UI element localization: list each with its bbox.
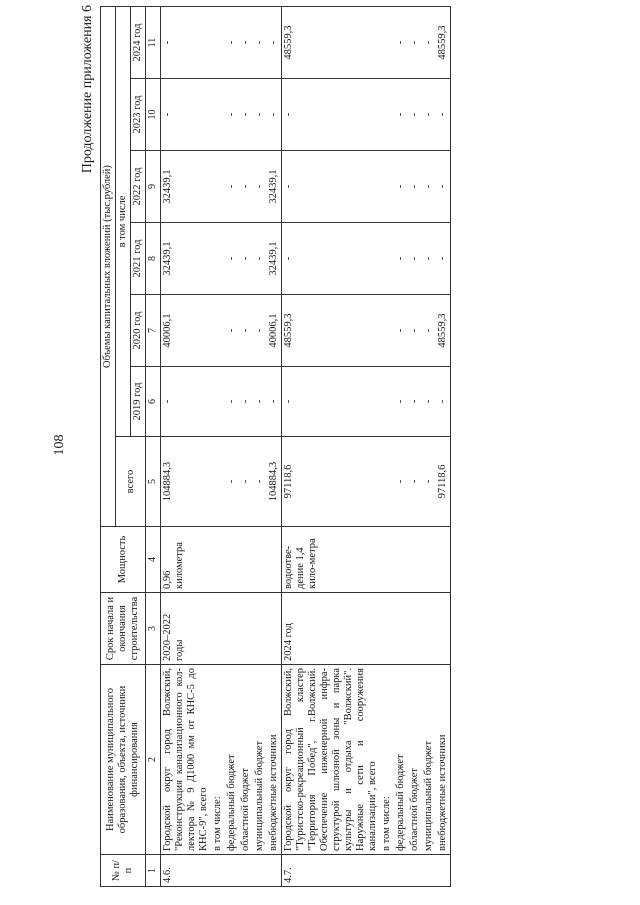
funding-source-value: -	[253, 367, 267, 437]
funding-source-value: -	[239, 223, 253, 295]
funding-source-label: внебюджетные источники	[267, 665, 282, 855]
column-number: 6	[146, 367, 161, 437]
funding-source-value: -	[239, 7, 253, 79]
funding-source-value: -	[408, 223, 422, 295]
funding-source-value: -	[225, 295, 239, 367]
header-num: № п/п	[101, 855, 146, 887]
object-total-value: 40006,1	[161, 295, 212, 367]
column-number: 7	[146, 295, 161, 367]
appendix-continuation-note: Продолжение приложения 6	[80, 5, 95, 174]
object-total-value: 32439,1	[161, 151, 212, 223]
object-total-value: 48559,3	[282, 295, 381, 367]
object-total-value: 104884,3	[161, 437, 212, 527]
funding-source-label: областной бюджет	[408, 665, 422, 855]
funding-source-value: 48559,3	[436, 295, 451, 367]
object-total-value: -	[282, 79, 381, 151]
funding-source-row	[408, 7, 422, 887]
funding-source-value	[211, 223, 225, 295]
funding-source-value: -	[436, 367, 451, 437]
funding-source-value	[380, 79, 394, 151]
column-number: 3	[146, 593, 161, 665]
column-number: 4	[146, 527, 161, 593]
funding-source-value: -	[253, 437, 267, 527]
column-number: 11	[146, 7, 161, 79]
funding-source-value: -	[408, 7, 422, 79]
funding-source-value: -	[239, 151, 253, 223]
funding-source-row	[267, 7, 282, 887]
object-total-value: -	[161, 7, 212, 79]
funding-source-value: -	[267, 79, 282, 151]
funding-source-value: -	[225, 79, 239, 151]
column-number: 9	[146, 151, 161, 223]
funding-source-row	[380, 7, 394, 887]
funding-source-value: -	[267, 367, 282, 437]
header-total: всего	[116, 437, 146, 527]
funding-source-value	[211, 437, 225, 527]
funding-source-value	[380, 367, 394, 437]
funding-source-value: -	[267, 7, 282, 79]
header-volume-group: Объемы капитальных вложений (тыс.рублей)	[101, 7, 116, 527]
funding-source-value: -	[394, 79, 408, 151]
object-name: Городской округ город Волжский, "Туристско-рекреационный кластер "Территория Побед", г.Волжский. Обеспечение инженерной инфра-структурой шлюзной зоны и парка культуры и отдыха "Волжский". Наружные сети и сооружения канализации", всего	[282, 665, 381, 855]
funding-source-value: -	[394, 151, 408, 223]
header-year: 2021 год	[131, 223, 146, 295]
funding-source-value: -	[408, 437, 422, 527]
funding-source-value: -	[239, 367, 253, 437]
header-period: Срок начала и окончания строительства	[101, 593, 146, 665]
object-period: 2024 год	[282, 593, 451, 665]
header-year: 2022 год	[131, 151, 146, 223]
funding-source-value	[211, 7, 225, 79]
funding-source-row	[253, 7, 267, 887]
page-number: 108	[52, 434, 67, 456]
object-row	[161, 7, 212, 887]
funding-source-value: -	[253, 79, 267, 151]
column-number: 1	[146, 855, 161, 887]
funding-source-value: -	[394, 367, 408, 437]
object-capacity: водоотве-дение 1,4 кило-метра	[282, 527, 451, 593]
object-total-value: -	[282, 151, 381, 223]
funding-source-value	[380, 295, 394, 367]
funding-source-value: -	[422, 437, 436, 527]
funding-source-value: -	[225, 223, 239, 295]
funding-source-label: в том числе:	[211, 665, 225, 855]
funding-source-value: 40006,1	[267, 295, 282, 367]
funding-source-row	[239, 7, 253, 887]
column-number: 8	[146, 223, 161, 295]
header-capacity: Мощность	[101, 527, 146, 593]
funding-source-value	[211, 151, 225, 223]
funding-source-value: -	[394, 7, 408, 79]
funding-source-row	[436, 7, 451, 887]
object-total-value: -	[282, 367, 381, 437]
funding-source-value: 32439,1	[267, 151, 282, 223]
object-period: 2020–2022 годы	[161, 593, 282, 665]
funding-source-value: -	[422, 367, 436, 437]
funding-source-value: -	[239, 79, 253, 151]
column-number: 5	[146, 437, 161, 527]
funding-source-row	[394, 7, 408, 887]
header-including: в том числе	[116, 7, 131, 437]
funding-source-value: 104884,3	[267, 437, 282, 527]
object-number: 4.6.	[161, 855, 282, 887]
funding-source-value: -	[422, 151, 436, 223]
funding-source-value: 32439,1	[267, 223, 282, 295]
funding-source-value: -	[408, 151, 422, 223]
funding-source-value: -	[253, 295, 267, 367]
funding-source-value: -	[253, 223, 267, 295]
funding-source-value: -	[225, 437, 239, 527]
funding-source-value: 48559,3	[436, 7, 451, 79]
column-number-row	[146, 7, 161, 887]
funding-source-label: в том числе:	[380, 665, 394, 855]
table-body	[161, 7, 451, 887]
header-name: Наименование муниципального образования, объекта, источники финансирования	[101, 665, 146, 855]
object-row	[282, 7, 381, 887]
header-year: 2020 год	[131, 295, 146, 367]
funding-source-value: -	[394, 295, 408, 367]
object-total-value: -	[161, 367, 212, 437]
object-capacity: 0,96 километра	[161, 527, 282, 593]
funding-source-value: -	[422, 7, 436, 79]
funding-source-value	[380, 7, 394, 79]
funding-source-label: федеральный бюджет	[225, 665, 239, 855]
funding-source-value: -	[408, 295, 422, 367]
object-total-value: 32439,1	[161, 223, 212, 295]
object-number: 4.7.	[282, 855, 451, 887]
header-year: 2023 год	[131, 79, 146, 151]
funding-source-value	[380, 151, 394, 223]
funding-source-label: муниципальный бюджет	[422, 665, 436, 855]
funding-source-label: внебюджетные источники	[436, 665, 451, 855]
funding-source-value: -	[436, 151, 451, 223]
funding-source-value: -	[253, 151, 267, 223]
funding-source-value: 97118,6	[436, 437, 451, 527]
funding-source-value: -	[422, 79, 436, 151]
funding-source-value: -	[394, 437, 408, 527]
object-total-value: 97118,6	[282, 437, 381, 527]
column-number: 2	[146, 665, 161, 855]
table-header	[101, 7, 161, 887]
funding-source-value: -	[408, 367, 422, 437]
funding-source-row	[225, 7, 239, 887]
funding-source-value: -	[225, 151, 239, 223]
funding-source-value	[211, 295, 225, 367]
funding-source-value: -	[225, 367, 239, 437]
funding-source-value	[211, 79, 225, 151]
object-total-value: -	[161, 79, 212, 151]
funding-source-value: -	[408, 79, 422, 151]
funding-source-label: областной бюджет	[239, 665, 253, 855]
funding-source-label: муниципальный бюджет	[253, 665, 267, 855]
object-total-value: -	[282, 223, 381, 295]
funding-source-value	[380, 437, 394, 527]
funding-source-value: -	[239, 437, 253, 527]
funding-source-row	[422, 7, 436, 887]
funding-source-value	[211, 367, 225, 437]
object-total-value: 48559,3	[282, 7, 381, 79]
funding-source-value: -	[394, 223, 408, 295]
funding-source-value: -	[239, 295, 253, 367]
column-number: 10	[146, 79, 161, 151]
funding-source-value: -	[225, 7, 239, 79]
funding-source-value: -	[253, 7, 267, 79]
header-year: 2024 год	[131, 7, 146, 79]
capital-investment-table	[100, 6, 451, 887]
funding-source-value: -	[422, 223, 436, 295]
funding-source-row	[211, 7, 225, 887]
funding-source-label: федеральный бюджет	[394, 665, 408, 855]
funding-source-value	[380, 223, 394, 295]
funding-source-value: -	[436, 79, 451, 151]
funding-source-value: -	[436, 223, 451, 295]
header-year: 2019 год	[131, 367, 146, 437]
funding-source-value: -	[422, 295, 436, 367]
object-name: Городской округ город Волжский, "Реконструкция канализационного кол-лектора № 9 Д1000 мм от КНС-5 до КНС-9", всего	[161, 665, 212, 855]
